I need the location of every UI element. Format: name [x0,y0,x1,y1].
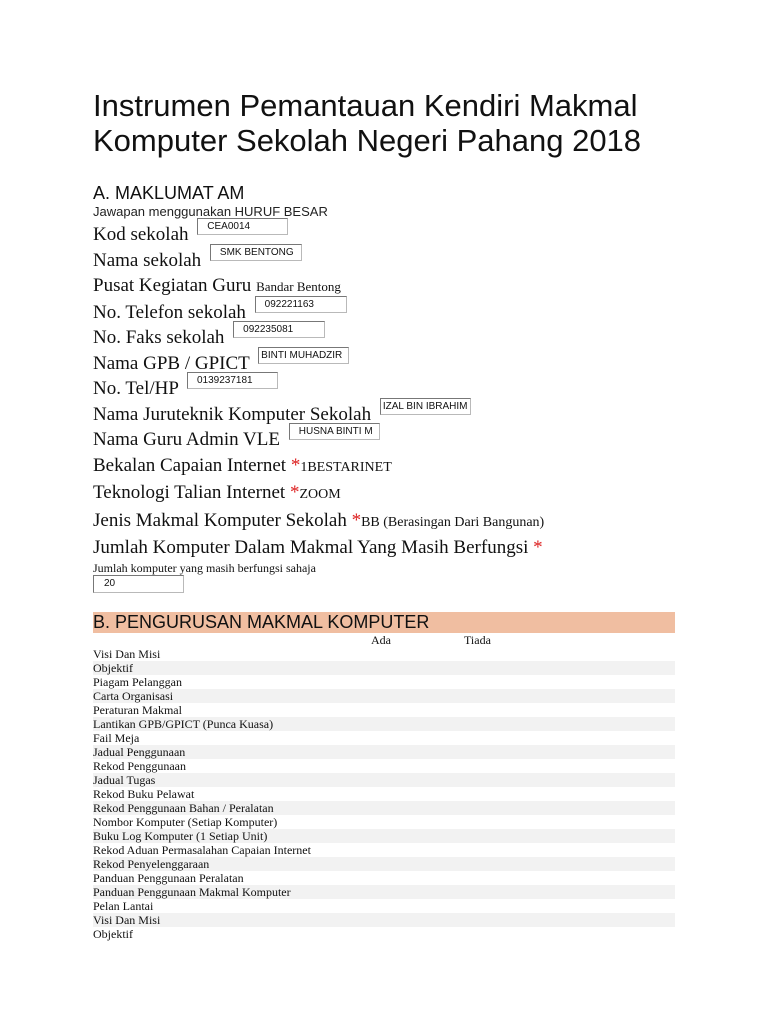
jumlah-input[interactable]: 20 [93,575,184,593]
field-label: Pusat Kegiatan Guru [93,275,252,296]
list-item: Jadual Tugas [93,773,675,787]
field-gpb [93,351,675,377]
field-juruteknik [93,402,675,428]
admin-vle-input[interactable]: HUSNA BINTI M [289,423,380,440]
jenis-value: BB (Berasingan Dari Bangunan) [361,514,545,530]
section-b-heading: B. PENGURUSAN MAKMAL KOMPUTER [93,612,675,633]
field-jumlah [93,535,675,561]
list-item: Rekod Penggunaan Bahan / Peralatan [93,801,675,815]
faks-input[interactable]: 092235081 [233,321,325,338]
list-item: Visi Dan Misi [93,913,675,927]
field-label: Nama sekolah [93,249,202,271]
section-a-heading: A. MAKLUMAT AM [93,183,245,203]
list-item: Peraturan Makmal [93,702,182,717]
list-item: Fail Meja [93,730,140,745]
section-a-note: Jawapan menggunakan HURUF BESAR [93,204,328,219]
list-item: Pelan Lantai [93,898,154,913]
list-item: Buku Log Komputer (1 Setiap Unit) [93,829,675,843]
bekalan-value: 1BESTARINET [300,459,392,475]
list-item: Rekod Aduan Permasalahan Capaian Internet [93,842,311,857]
pkg-value: Bandar Bentong [256,279,341,294]
field-admin-vle [93,427,675,453]
gpb-input[interactable]: BINTI MUHADZIR [258,347,349,364]
field-label: No. Tel/HP [93,378,179,399]
field-label: Kod sekolah [93,224,189,245]
required-mark: * [351,509,362,531]
teknologi-value: ZOOM [299,487,341,502]
required-mark: * [290,454,301,476]
list-item: Carta Organisasi [93,689,675,703]
field-nama-sekolah [93,248,675,274]
field-label: Nama Guru Admin VLE [93,429,280,450]
field-label: Nama GPB / GPICT [93,352,250,374]
list-item: Objektif [93,926,133,941]
checklist [93,647,675,941]
jumlah-note: Jumlah komputer yang masih berfungsi sahaja [93,560,316,575]
list-item: Rekod Penggunaan [93,758,186,773]
field-kod-sekolah [93,222,675,248]
form-page [93,88,675,941]
field-teknologi [93,480,675,508]
telefon-input[interactable]: 092221163 [255,296,347,313]
field-label: Nama Juruteknik Komputer Sekolah [93,403,372,425]
col-ada: Ada [371,632,391,647]
nama-sekolah-input[interactable]: SMK BENTONG [210,244,302,261]
field-pkg [93,273,675,300]
list-item: Objektif [93,661,675,675]
field-bekalan [93,453,675,481]
field-label: Teknologi Talian Internet [93,482,286,503]
field-label: No. Telefon sekolah [93,301,246,323]
list-item: Rekod Penyelenggaraan [93,857,675,871]
field-jenis [93,508,675,536]
list-item: Panduan Penggunaan Makmal Komputer [93,885,675,899]
required-mark: * [289,482,300,503]
list-item: Nombor Komputer (Setiap Komputer) [93,814,278,829]
list-item: Piagam Pelanggan [93,674,182,689]
list-item: Panduan Penggunaan Peralatan [93,870,244,885]
field-label: Jumlah Komputer Dalam Makmal Yang Masih Berfungsi [93,537,529,558]
list-item: Rekod Buku Pelawat [93,786,195,801]
list-item: Lantikan GPB/GPICT (Punca Kuasa) [93,717,675,731]
field-label: Bekalan Capaian Internet [93,454,287,476]
required-mark: * [533,537,543,558]
field-label: Jenis Makmal Komputer Sekolah [93,509,347,531]
kod-sekolah-input[interactable]: CEA0014 [197,218,288,235]
field-telefon [93,300,675,326]
column-headers [93,633,675,647]
col-tiada: Tiada [464,632,491,647]
list-item: Jadual Penggunaan [93,745,675,759]
page-title: Instrumen Pemantauan Kendiri Makmal Komputer Sekolah Negeri Pahang 2018 [93,88,642,158]
field-label: No. Faks sekolah [93,327,225,348]
field-faks [93,325,675,351]
juruteknik-input[interactable]: IZAL BIN IBRAHIM [380,398,471,415]
tel-hp-input[interactable]: 0139237181 [187,372,278,389]
list-item: Visi Dan Misi [93,646,161,661]
